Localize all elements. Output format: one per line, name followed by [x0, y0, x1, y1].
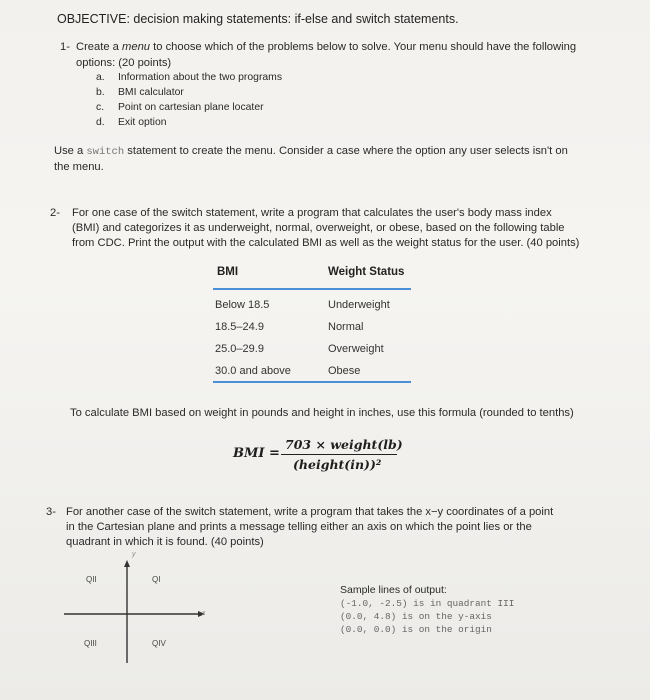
q3-line3: quadrant in which it is found. (40 points) — [66, 536, 264, 548]
formula-denominator: (height(in))² — [293, 457, 382, 472]
q1-note-prefix: Use a — [54, 145, 87, 157]
q1-option-d — [96, 115, 167, 130]
q3-number: 3- — [46, 506, 56, 518]
q1-line1-suffix: to choose which of the problems below to solve. Your menu should have the following — [150, 41, 577, 53]
q2-line3: from CDC. Print the output with the calculated BMI as well as the weight status for the user. (40 points) — [72, 237, 580, 249]
q1-note-line1 — [54, 144, 604, 161]
q2-line1 — [50, 206, 602, 222]
quadrant-iii-label: QIII — [84, 639, 97, 648]
q1-note-line2: the menu. — [54, 161, 104, 173]
bmi-cell: 25.0–29.9 — [215, 343, 264, 355]
x-axis-label: x — [202, 610, 206, 617]
option-text: Exit option — [118, 117, 167, 128]
q3-line2: in the Cartesian plane and prints a message telling either an axis on which the point lies or the — [66, 521, 532, 533]
table-header-rule — [213, 288, 411, 290]
objective-heading: OBJECTIVE: decision making statements: if-else and switch statements. — [57, 12, 459, 26]
q2-line1-text: For one case of the switch statement, write a program that calculates the user's body mass index — [72, 207, 552, 219]
status-cell: Underweight — [328, 299, 390, 311]
q1-option-b — [96, 85, 184, 100]
sample-output-line: (-1.0, -2.5) is in quadrant III — [340, 598, 515, 609]
quadrant-iv-label: QIV — [152, 639, 166, 648]
bmi-cell: Below 18.5 — [215, 299, 270, 311]
y-axis-arrow — [124, 560, 130, 567]
y-axis-label: y — [132, 551, 136, 558]
fraction-bar — [281, 454, 397, 455]
bmi-cell: 30.0 and above — [215, 365, 291, 377]
table-footer-rule — [213, 381, 411, 383]
q1-line1-emphasis: menu — [122, 41, 151, 53]
q1-line2: options: (20 points) — [76, 57, 172, 69]
sample-output — [340, 584, 514, 636]
formula-intro: To calculate BMI based on weight in pounds and height in inches, use this formula (rounded to tenths) — [70, 407, 574, 419]
axes-svg — [62, 557, 222, 667]
status-cell: Normal — [328, 321, 364, 333]
sample-output-line: (0.0, 0.0) is on the origin — [340, 624, 492, 635]
q1-line1-prefix: Create a — [76, 41, 123, 53]
option-letter: b. — [96, 87, 105, 98]
q1-option-c — [96, 100, 264, 115]
q1-note-suffix: statement to create the menu. Consider a case where the option any user selects isn't on — [124, 145, 568, 157]
q2-line2: (BMI) and categorizes it as underweight, normal, overweight, or obese, based on the following table — [72, 222, 565, 234]
status-cell: Overweight — [328, 343, 384, 355]
option-text: BMI calculator — [118, 87, 184, 98]
bmi-header: BMI — [217, 266, 239, 278]
formula-lhs: BMI = — [233, 446, 280, 461]
bmi-cell: 18.5–24.9 — [215, 321, 264, 333]
option-letter: d. — [96, 117, 105, 128]
sample-output-line: (0.0, 4.8) is on the y-axis — [340, 611, 492, 622]
q2-number: 2- — [50, 207, 60, 219]
option-letter: c. — [96, 102, 105, 113]
q1-line1 — [60, 40, 596, 56]
option-letter: a. — [96, 72, 105, 83]
sample-output-title: Sample lines of output: — [340, 584, 447, 596]
q3-line1 — [46, 505, 606, 521]
q1-option-a — [96, 70, 282, 85]
formula-numerator: 703 × weight(lb) — [285, 437, 403, 452]
option-text: Point on cartesian plane locater — [118, 102, 264, 113]
q3-line1-text: For another case of the switch statement, write a program that takes the x−y coordinates of a point — [66, 506, 554, 518]
option-text: Information about the two programs — [118, 72, 283, 83]
q1-number: 1- — [60, 41, 70, 53]
weight-status-header: Weight Status — [328, 266, 405, 278]
quadrant-i-label: QI — [152, 575, 161, 584]
status-cell: Obese — [328, 365, 361, 377]
switch-keyword: switch — [86, 146, 125, 158]
quadrant-ii-label: QII — [86, 575, 97, 584]
